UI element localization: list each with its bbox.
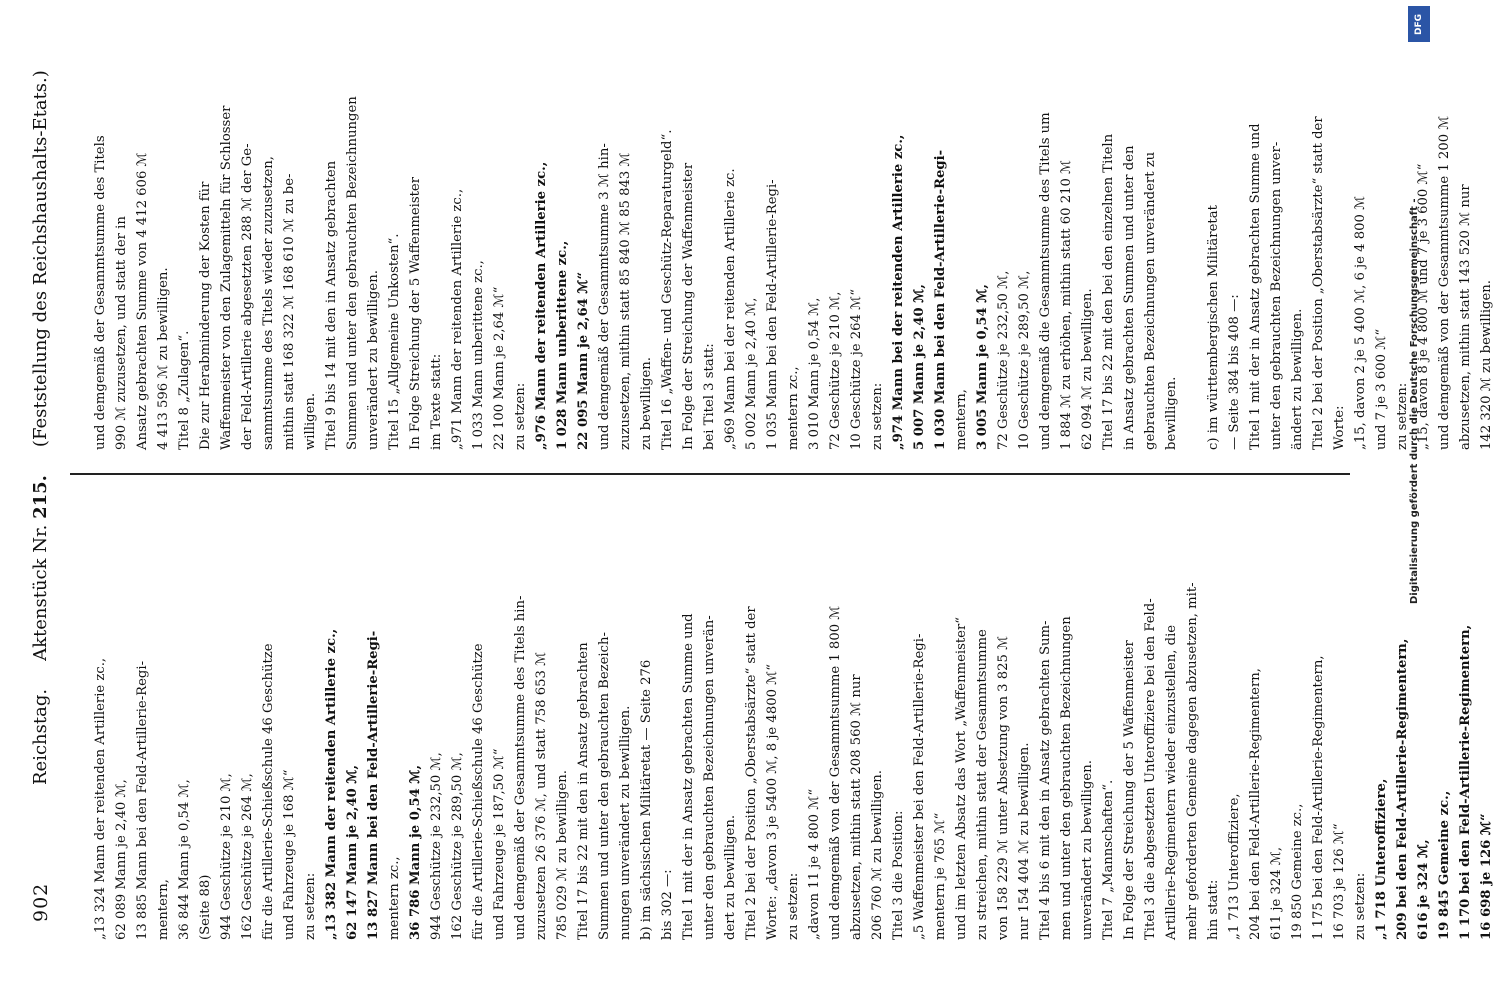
text-line: mentern, <box>954 389 969 450</box>
text-line: „5 Waffenmeister bei den Feld-Artillerie-Regi- <box>912 633 927 940</box>
text-line: 22 100 Mann je 2,64 ℳ“ <box>492 286 507 450</box>
text-line: Die zur Herabminderung der Kosten für <box>198 181 213 450</box>
text-line: 1 028 Mann unberittene zc., <box>555 240 570 450</box>
text-line: 1 030 Mann bei den Feld-Artillerie-Regi- <box>933 149 948 450</box>
text-line: nungen unverändert zu bewilligen. <box>618 705 633 940</box>
title-item: Aktenstück Nr. <box>30 524 51 661</box>
text-line: In Folge der Streichung der 5 Waffenmeister <box>1122 640 1137 940</box>
text-line: und Fahrzeuge je 168 ℳ“ <box>282 769 297 940</box>
running-title <box>30 70 51 785</box>
text-line: „15, davon 8 je 4 800 ℳ und 7 je 3 600 ℳ“ <box>1416 163 1431 450</box>
text-line: 209 bei den Feld-Artillerie-Regimentern, <box>1395 638 1410 940</box>
text-line: 19 845 Gemeine zc., <box>1437 790 1452 940</box>
text-line: „1 718 Unteroffiziere, <box>1374 778 1389 940</box>
text-line: willigen. <box>303 392 318 450</box>
text-line: sammtsumme des Titels wieder zuzusetzen, <box>261 156 276 450</box>
dfg-logo: DFG <box>1408 6 1430 42</box>
text-line: Titel 3 die abgesetzten Unteroffiziere bei den Feld- <box>1143 598 1158 940</box>
text-line: zuzusetzen, mithin statt 85 840 ℳ 85 843 ℳ <box>618 152 633 450</box>
text-line: bis 302 —: <box>660 869 675 940</box>
text-line: Titel 1 mit der in Ansatz gebrachten Summe und <box>681 613 696 940</box>
text-line: und demgemäß von der Gesammtsumme 1 800 ℳ <box>828 605 843 940</box>
text-line: „15, davon 2 je 5 400 ℳ, 6 je 4 800 ℳ <box>1353 195 1368 450</box>
text-line: zu setzen: <box>513 382 528 450</box>
text-line: (Seite 88) <box>198 874 213 940</box>
text-line: dert zu bewilligen. <box>723 814 738 940</box>
text-line: „969 Mann bei der reitenden Artillerie zc. <box>723 168 738 450</box>
text-line: 1 035 Mann bei den Feld-Artillerie-Regi- <box>765 179 780 450</box>
text-line: 142 320 ℳ zu bewilligen. <box>1479 280 1494 450</box>
text-line: 16 703 je 126 ℳ“ <box>1332 823 1347 940</box>
text-line: 13 827 Mann bei den Feld-Artillerie-Regi- <box>366 630 381 940</box>
text-line: Titel 17 bis 22 mit den bei den einzelnen Titeln <box>1101 133 1116 450</box>
text-line: zu setzen: <box>1395 382 1410 450</box>
text-line: „974 Mann bei der reitenden Artillerie zc., <box>891 134 906 450</box>
text-line: 22 095 Mann je 2,64 ℳ“ <box>576 271 591 450</box>
text-line: 944 Geschütze je 210 ℳ, <box>219 773 234 940</box>
text-line: abzusetzen, mithin statt 208 560 ℳ nur <box>849 674 864 940</box>
text-line: und demgemäß die Gesammtsumme des Titels um <box>1038 112 1053 450</box>
text-line: 5 007 Mann je 2,40 ℳ, <box>912 284 927 450</box>
column-divider <box>70 474 1350 476</box>
text-line: zu setzen: <box>870 382 885 450</box>
text-line: Titel 7 „Mannschaften“. <box>1101 779 1116 940</box>
text-line: mentern, <box>156 879 171 940</box>
text-line: „13 324 Mann der reitenden Artillerie zc., <box>93 657 108 940</box>
text-line: „13 382 Mann der reitenden Artillerie zc., <box>324 628 339 940</box>
text-line: 990 ℳ zuzusetzen, und statt der in <box>114 216 129 450</box>
text-line: zuzusetzen 26 376 ℳ, und statt 758 653 ℳ <box>534 651 549 940</box>
text-line: in Ansatz gebrachten Summen und unter den <box>1122 145 1137 450</box>
text-line: unter den gebrauchten Bezeichnungen unverän- <box>702 615 717 940</box>
text-line: „976 Mann der reitenden Artillerie zc., <box>534 161 549 450</box>
text-line: c) im württembergischen Militäretat <box>1206 205 1221 450</box>
text-line: mentern zc., <box>786 366 801 450</box>
text-line: Titel 9 bis 14 mit den in Ansatz gebrachten <box>324 160 339 450</box>
text-line: unverändert zu bewilligen. <box>366 270 381 450</box>
text-line: und demgemäß von der Gesammtsumme 1 200 ℳ <box>1437 115 1452 450</box>
text-line: 1 170 bei den Feld-Artillerie-Regimentern, <box>1458 624 1473 940</box>
text-line: 3 005 Mann je 0,54 ℳ, <box>975 284 990 450</box>
text-line: bei Titel 3 statt: <box>702 343 717 450</box>
text-line: 162 Geschütze je 264 ℳ, <box>240 773 255 940</box>
text-line: Titel 15 „Allgemeine Unkosten“. <box>387 233 402 450</box>
text-line: Worte: <box>1332 405 1347 450</box>
page-header <box>0 0 70 1000</box>
text-line: 5 002 Mann je 2,40 ℳ, <box>744 297 759 450</box>
text-line: 36 844 Mann je 0,54 ℳ, <box>177 779 192 940</box>
text-line: „1 713 Unteroffiziere, <box>1227 793 1242 940</box>
text-line <box>1182 5 1203 450</box>
text-line: Titel 1 mit der in Ansatz gebrachten Summe und <box>1248 123 1263 450</box>
text-line: für die Artillerie-Schießschule 46 Geschütze <box>471 643 486 940</box>
text-line: mentern je 765 ℳ“ <box>933 812 948 940</box>
text-line: 204 bei den Feld-Artillerie-Regimentern, <box>1248 668 1263 940</box>
text-line: 1 884 ℳ zu erhöhen, mithin statt 60 210 ℳ <box>1059 159 1074 450</box>
text-line: nur 154 404 ℳ zu bewilligen. <box>1017 742 1032 940</box>
text-line: zu streichen, mithin statt der Gesammtsumme <box>975 629 990 940</box>
title-right: (Feststellung des Reichshaushalts-Etats.) <box>30 70 51 448</box>
text-line: 3 010 Mann je 0,54 ℳ, <box>807 297 822 450</box>
text-line: 72 Geschütze je 232,50 ℳ, <box>996 270 1011 450</box>
text-line: ändert zu bewilligen. <box>1290 308 1305 450</box>
text-line: Summen und unter den gebrauchten Bezeichnungen <box>345 96 360 450</box>
text-line: 1 033 Mann unberittene zc., <box>471 260 486 450</box>
text-line: 62 089 Mann je 2,40 ℳ, <box>114 779 129 940</box>
text-line: und demgemäß der Gesammtsumme des Titels hin- <box>513 595 528 940</box>
text-line: 10 Geschütze je 289,50 ℳ, <box>1017 270 1032 450</box>
text-line: und Fahrzeuge je 187,50 ℳ“ <box>492 748 507 940</box>
text-line: In Folge der Streichung der Waffenmeister <box>681 162 696 450</box>
text-line: Titel 3 die Position: <box>891 810 906 940</box>
text-line: und 7 je 3 600 ℳ“ <box>1374 328 1389 450</box>
text-line: 944 Geschütze je 232,50 ℳ, <box>429 752 444 940</box>
text-line: Ansatz gebrachten Summe von 4 412 606 ℳ <box>135 152 150 450</box>
text-line: b) im sächsischen Militäretat — Seite 276 <box>639 659 654 940</box>
text-line: 19 850 Gemeine zc., <box>1290 803 1305 940</box>
text-line: und demgemäß der Gesammtsumme 3 ℳ hin- <box>597 143 612 450</box>
text-line: Titel 8 „Zulagen“. <box>177 330 192 450</box>
text-line: unverändert zu bewilligen. <box>1080 760 1095 940</box>
text-line: Titel 16 „Waffen- und Geschütz-Reparaturgeld“. <box>660 129 675 450</box>
text-line: unter den gebrauchten Bezeichnungen unver- <box>1269 141 1284 450</box>
text-line: mehr geforderten Gemeine dagegen abzusetzen, mit- <box>1185 582 1200 940</box>
text-line: 36 786 Mann je 0,54 ℳ, <box>408 764 423 940</box>
text-line: hin statt: <box>1206 879 1221 940</box>
text-line: Titel 4 bis 6 mit den in Ansatz gebrachten Sum- <box>1038 620 1053 940</box>
page-number: 902 <box>30 882 52 922</box>
text-line: 162 Geschütze je 289,50 ℳ, <box>450 752 465 940</box>
text-line: Artillerie-Regimentern wieder einzustellen, die <box>1164 624 1179 940</box>
text-line: bewilligen. <box>1164 376 1179 450</box>
digitization-credit: Digitalisierung gefördert durch die Deutsche Forschungsgemeinschaft - <box>1409 198 1420 604</box>
title-left: Reichstag. <box>30 688 51 785</box>
text-line: 206 760 ℳ zu bewilligen. <box>870 770 885 940</box>
text-line: zu setzen: <box>303 872 318 940</box>
text-line: 72 Geschütze je 210 ℳ, <box>828 291 843 450</box>
text-line: gebrauchten Bezeichnungen unverändert zu <box>1143 151 1158 450</box>
text-line: men und unter den gebrauchten Bezeichnungen <box>1059 616 1074 940</box>
text-line: 10 Geschütze je 264 ℳ“ <box>849 289 864 450</box>
text-line: Titel 2 bei der Position „Oberstabsärzte“ statt der <box>744 606 759 940</box>
text-line: 785 029 ℳ zu bewilligen. <box>555 770 570 940</box>
text-line: zu setzen: <box>786 872 801 940</box>
text-line: 616 je 324 ℳ, <box>1416 839 1431 940</box>
text-line: — Seite 384 bis 408 —: <box>1227 294 1242 450</box>
text-line: und demgemäß der Gesammtsumme des Titels <box>93 135 108 450</box>
text-line: von 158 229 ℳ unter Absetzung von 3 825 ℳ <box>996 635 1011 940</box>
text-line: zu setzen: <box>1353 872 1368 940</box>
text-line: im Texte statt: <box>429 353 444 450</box>
text-line: Titel 17 bis 22 mit den in Ansatz gebrachten <box>576 642 591 940</box>
right-column <box>90 5 1497 450</box>
left-column <box>90 495 1497 940</box>
text-line: 1 175 bei den Feld-Artillerie-Regimentern, <box>1311 655 1326 940</box>
text-line: abzusetzen, mithin statt 143 520 ℳ nur <box>1458 184 1473 450</box>
text-line: „davon 11 je 4 800 ℳ“ <box>807 788 822 940</box>
text-line: 4 413 596 ℳ zu bewilligen. <box>156 267 171 450</box>
text-line: mithin statt 168 322 ℳ 168 610 ℳ zu be- <box>282 173 297 450</box>
text-line: Waffenmeister von den Zulagemitteln für Schlosser <box>219 105 234 450</box>
text-line: 13 885 Mann bei den Feld-Artillerie-Regi- <box>135 660 150 940</box>
text-line: 611 je 324 ℳ, <box>1269 846 1284 940</box>
text-line: der Feld-Artillerie abgesetzten 288 ℳ der Ge- <box>240 143 255 450</box>
text-line: und im letzten Absatz das Wort „Waffenmeister“ <box>954 616 969 940</box>
text-line: Titel 2 bei der Position „Oberstabsärzte“ statt der <box>1311 116 1326 450</box>
text-line: 62 147 Mann je 2,40 ℳ, <box>345 764 360 940</box>
text-line: In Folge Streichung der 5 Waffenmeister <box>408 176 423 450</box>
text-line: Worte: „davon 3 je 5400 ℳ, 8 je 4800 ℳ“ <box>765 663 780 940</box>
text-line: 62 094 ℳ zu bewilligen. <box>1080 288 1095 450</box>
title-number: 215. <box>30 475 51 519</box>
text-line: für die Artillerie-Schießschule 46 Geschütze <box>261 643 276 940</box>
text-line: Summen und unter den gebrauchten Bezeich- <box>597 632 612 940</box>
text-line: „971 Mann der reitenden Artillerie zc., <box>450 188 465 450</box>
text-line: 16 698 je 126 ℳ“ <box>1479 813 1494 940</box>
text-line: zu bewilligen. <box>639 357 654 450</box>
text-line: mentern zc., <box>387 856 402 940</box>
